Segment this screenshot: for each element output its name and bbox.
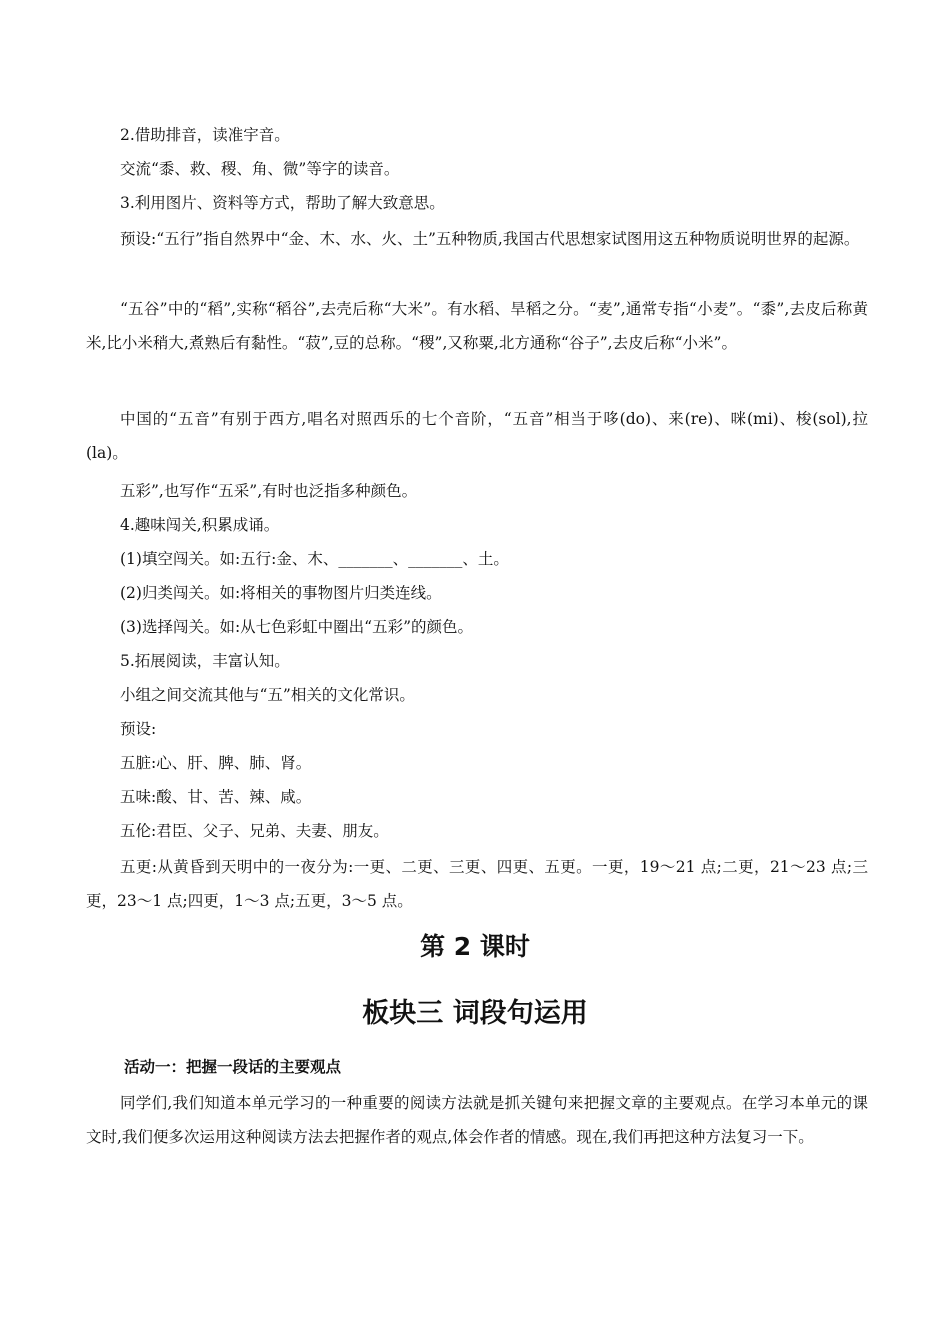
paragraph-classify: (2)归类闯关。如:将相关的事物图片归类连线。 [120, 584, 442, 602]
paragraph-wuxing: 预设:“五行”指自然界中“金、木、水、火、土”五种物质,我国古代思想家试图用这五种物质说明世界的起源。 [120, 230, 860, 248]
paragraph-select: (3)选择闯关。如:从七色彩虹中圈出“五彩”的颜色。 [120, 618, 474, 636]
paragraph-preset: 预设: [120, 720, 157, 738]
paragraph-fill-blank: (1)填空闯关。如:五行:金、木、_______、_______、土。 [120, 550, 509, 568]
step-4-heading: 4.趣味闯关,积累成诵。 [120, 516, 280, 534]
section-title: 板块三 词段句运用 [362, 998, 588, 1029]
paragraph-wugu: “五谷”中的“稻”,实称“稻谷”,去壳后称“大米”。有水稻、旱稻之分。“麦”,通常专指“小麦”。“黍”,去皮后称黄米,比小米稍大,煮熟后有黏性。“菽”,豆的总称。“稷”,又称粟,北方通称“谷子”,去皮后称“小米”。 [86, 300, 868, 352]
step-3-heading: 3.利用图片、资料等方式，帮助了解大致意思。 [120, 194, 445, 212]
paragraph-wuzang: 五脏:心、肝、脾、肺、肾。 [120, 754, 312, 772]
paragraph-closing: 同学们,我们知道本单元学习的一种重要的阅读方法就是抓关键句来把握文章的主要观点。在学习本单元的课文时,我们便多次运用这种阅读方法去把握作者的观点,体会作者的情感。现在,我们再把这种方法复习一下。 [86, 1094, 868, 1146]
step-5-heading: 5.拓展阅读，丰富认知。 [120, 652, 290, 670]
paragraph-pronunciation: 交流“黍、救、稷、角、微”等字的读音。 [120, 160, 400, 178]
lesson-title: 第 2 课时 [420, 932, 530, 961]
step-2-heading: 2.借助排音，读准宇音。 [120, 126, 290, 144]
paragraph-wulun: 五伦:君臣、父子、兄弟、夫妻、朋友。 [120, 822, 389, 840]
paragraph-wugeng: 五更:从黄昏到天明中的一夜分为:一更、二更、三更、四更、五更。一更，19～21 点;二更，21～23 点;三更，23～1 点;四更，1～3 点;五更，3～5 点。 [86, 858, 868, 910]
paragraph-wuwei: 五味:酸、甘、苦、辣、咸。 [120, 788, 312, 806]
paragraph-wuyin: 中国的“五音”有别于西方,唱名对照西乐的七个音阶，“五音”相当于哆(do)、来(re)、咪(mi)、梭(sol),拉(la)。 [86, 410, 868, 462]
paragraph-group-exchange: 小组之间交流其他与“五”相关的文化常识。 [120, 686, 415, 704]
activity-title: 活动一：把握一段话的主要观点 [124, 1058, 342, 1076]
paragraph-wucai: 五彩”,也写作“五采”,有时也泛指多种颜色。 [120, 482, 418, 500]
